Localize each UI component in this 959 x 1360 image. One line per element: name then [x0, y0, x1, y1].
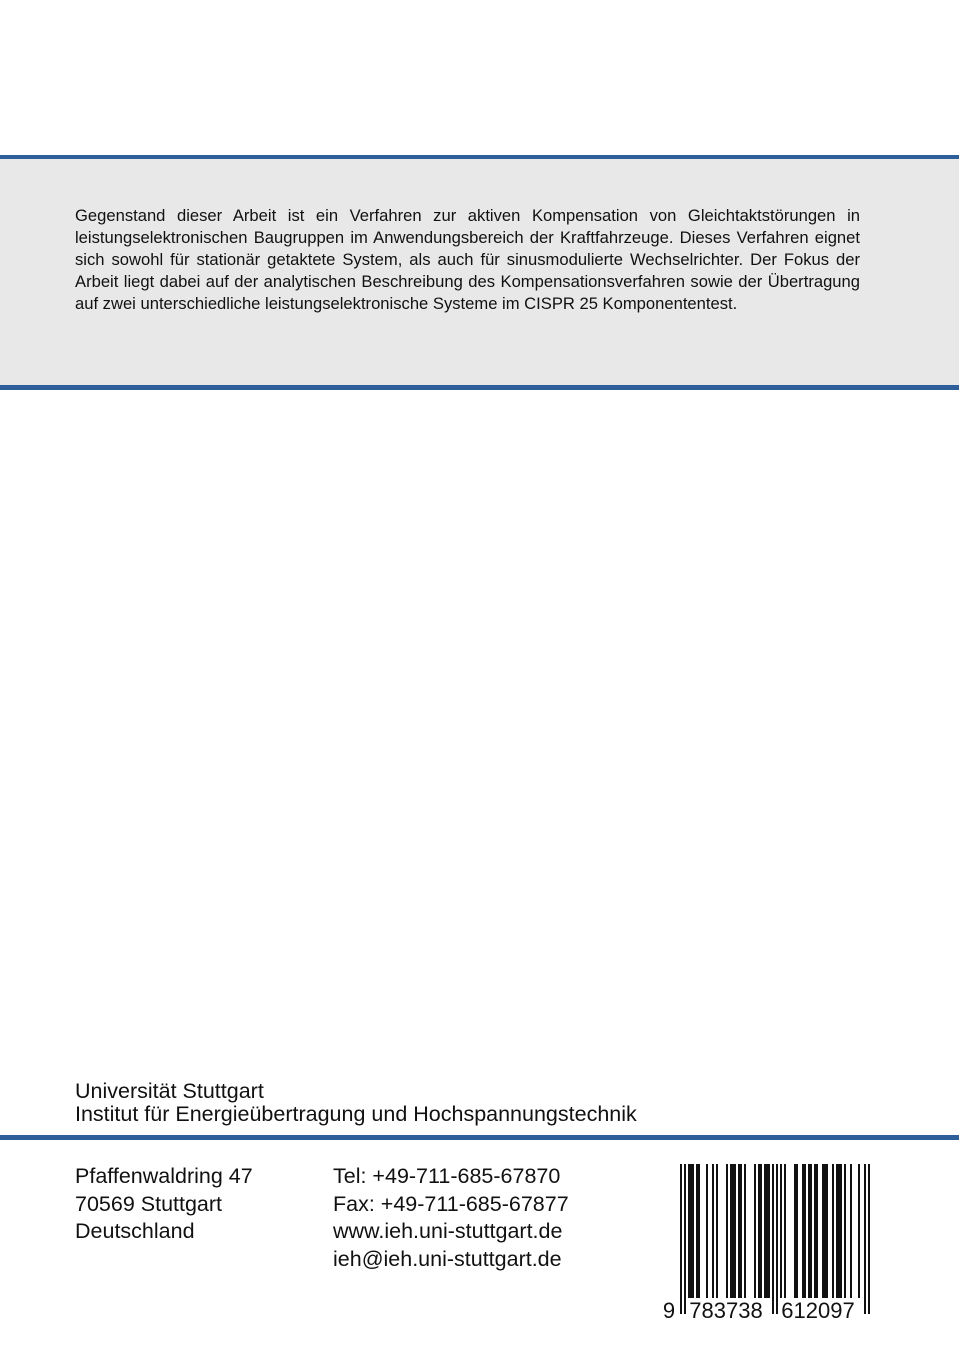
barcode-bar [816, 1164, 818, 1298]
contact-email: ieh@ieh.uni-stuttgart.de [333, 1246, 562, 1271]
address-block [75, 1163, 253, 1246]
barcode-bar [802, 1164, 804, 1298]
barcode-bar [726, 1164, 728, 1298]
barcode-bar [864, 1164, 866, 1314]
barcode-right-digits: 612097 [781, 1298, 855, 1323]
barcode-bar [692, 1164, 694, 1298]
barcode-bar [784, 1164, 786, 1298]
institute-name: Institut für Energieübertragung und Hochspannungstechnik [75, 1102, 637, 1126]
barcode-bar [680, 1164, 682, 1314]
barcode-bar [688, 1164, 690, 1298]
contact-fax: Fax: +49-711-685-67877 [333, 1191, 569, 1216]
barcode-bar [754, 1164, 756, 1298]
barcode-bar [758, 1164, 760, 1298]
barcode-bar [850, 1164, 852, 1298]
barcode-bars [680, 1164, 870, 1314]
barcode-bar [772, 1164, 774, 1314]
barcode-bar [796, 1164, 798, 1298]
barcode-bar [696, 1164, 698, 1298]
barcode-bar [840, 1164, 842, 1298]
barcode-bar [826, 1164, 828, 1298]
barcode-bar [810, 1164, 812, 1298]
contact-tel: Tel: +49-711-685-67870 [333, 1164, 561, 1188]
address-country: Deutschland [75, 1219, 195, 1243]
barcode-left-digits: 783738 [689, 1298, 763, 1323]
barcode-bar [836, 1164, 838, 1298]
barcode-bar [732, 1164, 734, 1298]
barcode-bar [716, 1164, 718, 1298]
university-name: Universität Stuttgart [75, 1079, 264, 1103]
barcode-bar [768, 1164, 770, 1298]
address-city: 70569 Stuttgart [75, 1191, 223, 1216]
barcode-bar [760, 1164, 762, 1298]
contact-block [333, 1163, 569, 1273]
barcode-bar [804, 1164, 806, 1298]
barcode-bar [822, 1164, 824, 1298]
barcode-bar [814, 1164, 816, 1298]
barcode-bar [712, 1164, 714, 1298]
abstract-text: Gegenstand dieser Arbeit ist ein Verfahren zur aktiven Kompensation von Gleichtaktstörungen in leistungselektronischen Baugruppen im Anwendungsbereich der Kraftfahrzeuge. Dieses Verfahren eignet sich sowohl für stationär getaktete System, als auch für sinusmodulierte Wechselrichter. Der Fokus der Arbeit liegt dabei auf der analytischen Beschreibung des Kompensationsverfahren sowie der Übertragung auf zwei unterschiedliche leistungselektronische Systeme im CISPR 25 Komponententest. [75, 206, 860, 313]
barcode-bar [684, 1164, 686, 1314]
barcode-bar [730, 1164, 732, 1298]
barcode-bar [706, 1164, 708, 1298]
barcode-bar [776, 1164, 778, 1314]
barcode-bar [844, 1164, 846, 1298]
barcode-bar [808, 1164, 810, 1298]
isbn-barcode [660, 1160, 875, 1330]
barcode-bar [780, 1164, 782, 1298]
barcode-bar [764, 1164, 766, 1298]
barcode-bar [838, 1164, 840, 1298]
barcode-bar [868, 1164, 870, 1314]
address-street: Pfaffenwaldring 47 [75, 1164, 253, 1188]
barcode-bar [832, 1164, 834, 1298]
barcode-bar [738, 1164, 740, 1298]
institution-block [75, 1080, 637, 1126]
barcode-bar [740, 1164, 742, 1298]
barcode-bar [858, 1164, 860, 1298]
barcode-bar [766, 1164, 768, 1298]
footer-rule [0, 1135, 959, 1140]
barcode-bar [824, 1164, 826, 1298]
barcode-bar [744, 1164, 746, 1298]
barcode-bar [734, 1164, 736, 1298]
barcode-bar [690, 1164, 692, 1298]
barcode-graphic [660, 1160, 875, 1330]
barcode-bar [698, 1164, 700, 1298]
abstract-bottom-rule [0, 385, 959, 390]
barcode-bar [794, 1164, 796, 1298]
contact-web: www.ieh.uni-stuttgart.de [333, 1219, 563, 1243]
barcode-first-digit: 9 [662, 1298, 676, 1323]
